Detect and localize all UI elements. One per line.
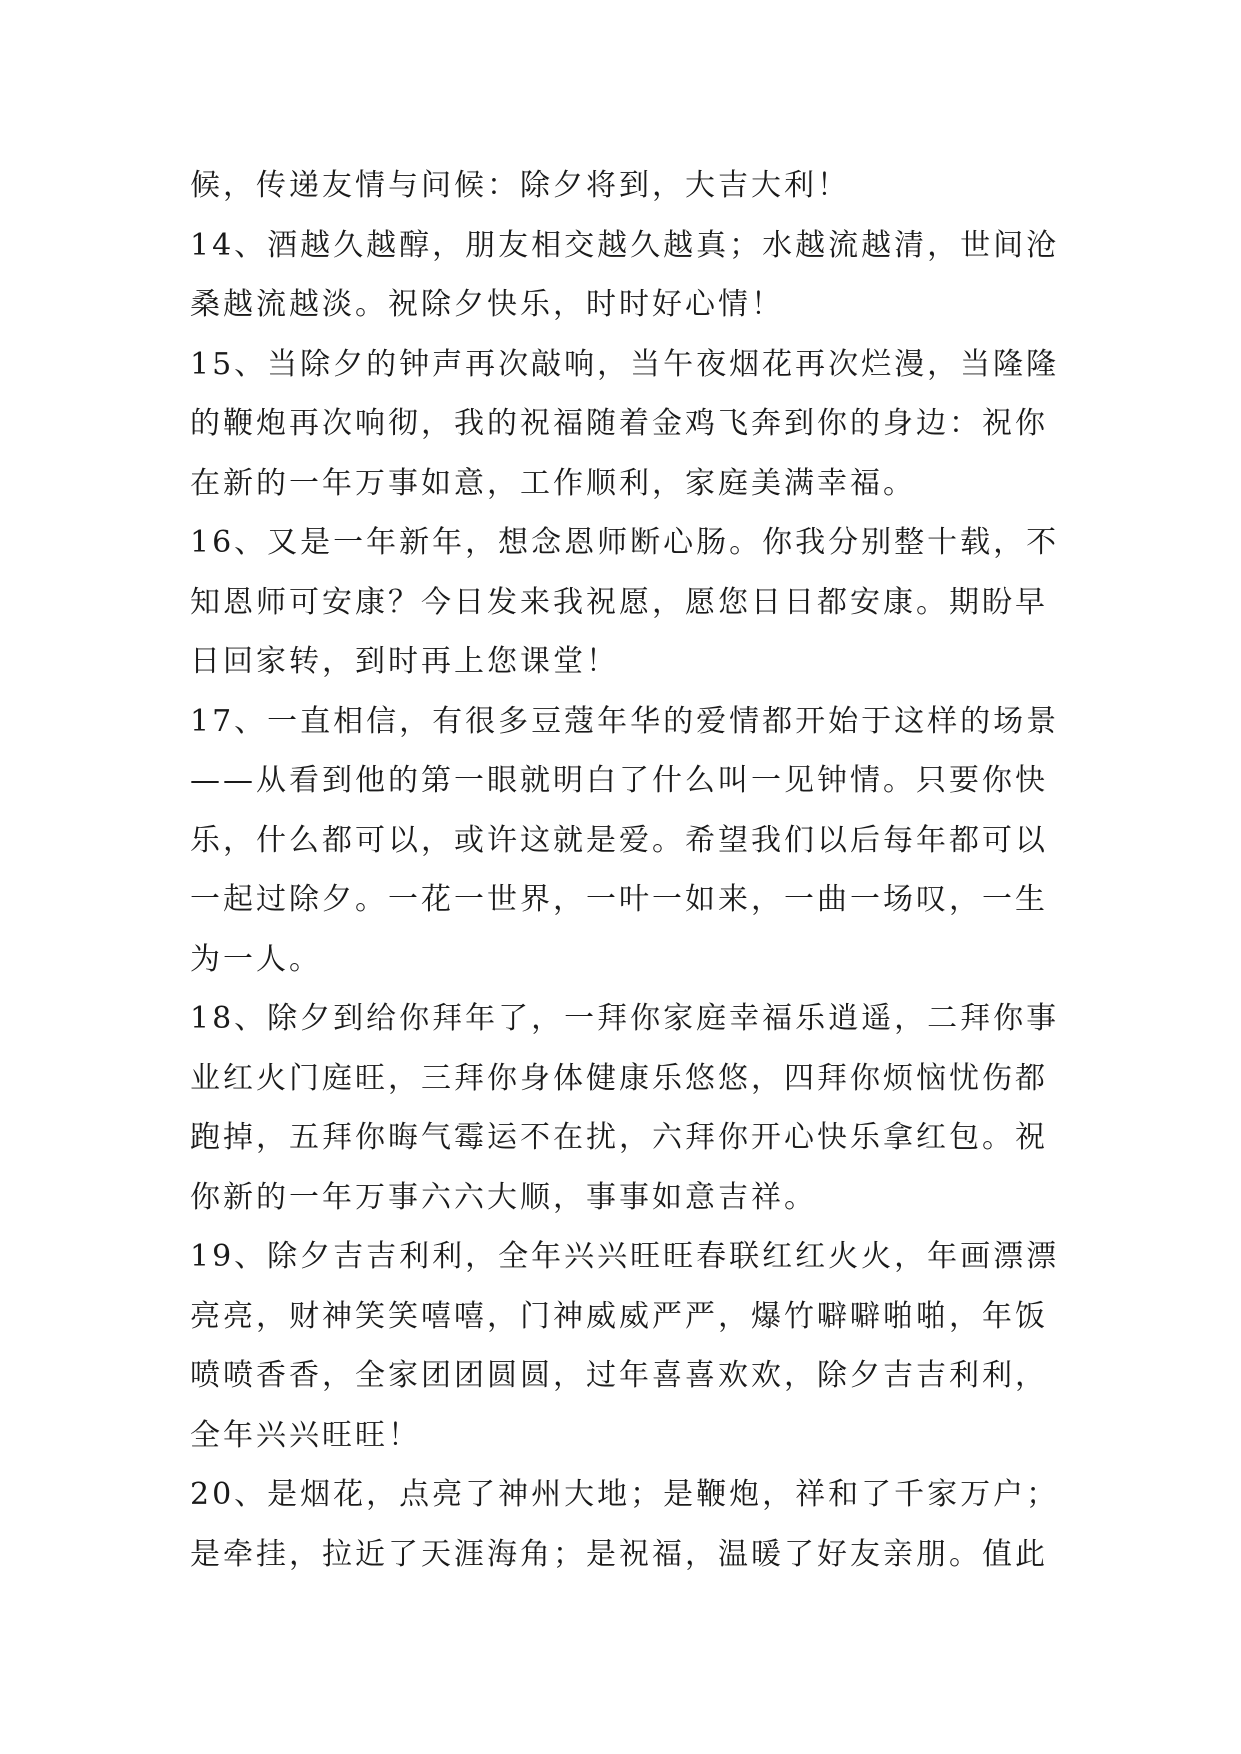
text-line: 一起过除夕。一花一世界，一叶一如来，一曲一场叹，一生 bbox=[190, 882, 1048, 917]
text-line: 18、除夕到给你拜年了，一拜你家庭幸福乐逍遥，二拜你事 bbox=[190, 1001, 1060, 1036]
text-line: 17、一直相信，有很多豆蔻年华的爱情都开始于这样的场景 bbox=[190, 703, 1060, 739]
text-line: 你新的一年万事六六大顺，事事如意吉祥。 bbox=[190, 1179, 817, 1215]
text-line: 桑越流越淡。祝除夕快乐，时时好心情！ bbox=[190, 287, 784, 322]
text-line: 业红火门庭旺，三拜你身体健康乐悠悠，四拜你烦恼忧伤都 bbox=[190, 1060, 1048, 1096]
text-line: 的鞭炮再次响彻，我的祝福随着金鸡飞奔到你的身边：祝你 bbox=[190, 406, 1048, 441]
text-line: 喷喷香香，全家团团圆圆，过年喜喜欢欢，除夕吉吉利利， bbox=[190, 1358, 1048, 1393]
text-line: 是牵挂，拉近了天涯海角；是祝福，温暖了好友亲朋。值此 bbox=[190, 1536, 1048, 1572]
text-line: 亮亮，财神笑笑嘻嘻，门神威威严严，爆竹噼噼啪啪，年饭 bbox=[190, 1298, 1048, 1334]
text-line: 15、当除夕的钟声再次敲响，当午夜烟花再次烂漫，当隆隆 bbox=[190, 346, 1060, 382]
text-line: 候，传递友情与问候：除夕将到，大吉大利！ bbox=[190, 168, 850, 203]
text-line: 知恩师可安康？今日发来我祝愿，愿您日日都安康。期盼早 bbox=[190, 584, 1048, 620]
text-line: 在新的一年万事如意，工作顺利，家庭美满幸福。 bbox=[190, 465, 916, 501]
text-line: ——从看到他的第一眼就明白了什么叫一见钟情。只要你快 bbox=[190, 763, 1048, 798]
text-line: 20、是烟花，点亮了神州大地；是鞭炮，祥和了千家万户； bbox=[190, 1477, 1060, 1512]
text-line: 为一人。 bbox=[190, 941, 322, 977]
text-line: 全年兴兴旺旺！ bbox=[190, 1417, 421, 1453]
document-body bbox=[190, 156, 1070, 1584]
text-line: 19、除夕吉吉利利，全年兴兴旺旺春联红红火火，年画漂漂 bbox=[190, 1239, 1060, 1274]
text-line: 14、酒越久越醇，朋友相交越久越真；水越流越清，世间沧 bbox=[190, 227, 1060, 263]
text-line: 16、又是一年新年，想念恩师断心肠。你我分别整十载，不 bbox=[190, 525, 1060, 560]
text-line: 乐，什么都可以，或许这就是爱。希望我们以后每年都可以 bbox=[190, 822, 1048, 858]
text-line: 跑掉，五拜你晦气霉运不在扰，六拜你开心快乐拿红包。祝 bbox=[190, 1120, 1048, 1155]
text-line: 日回家转，到时再上您课堂！ bbox=[190, 644, 619, 679]
